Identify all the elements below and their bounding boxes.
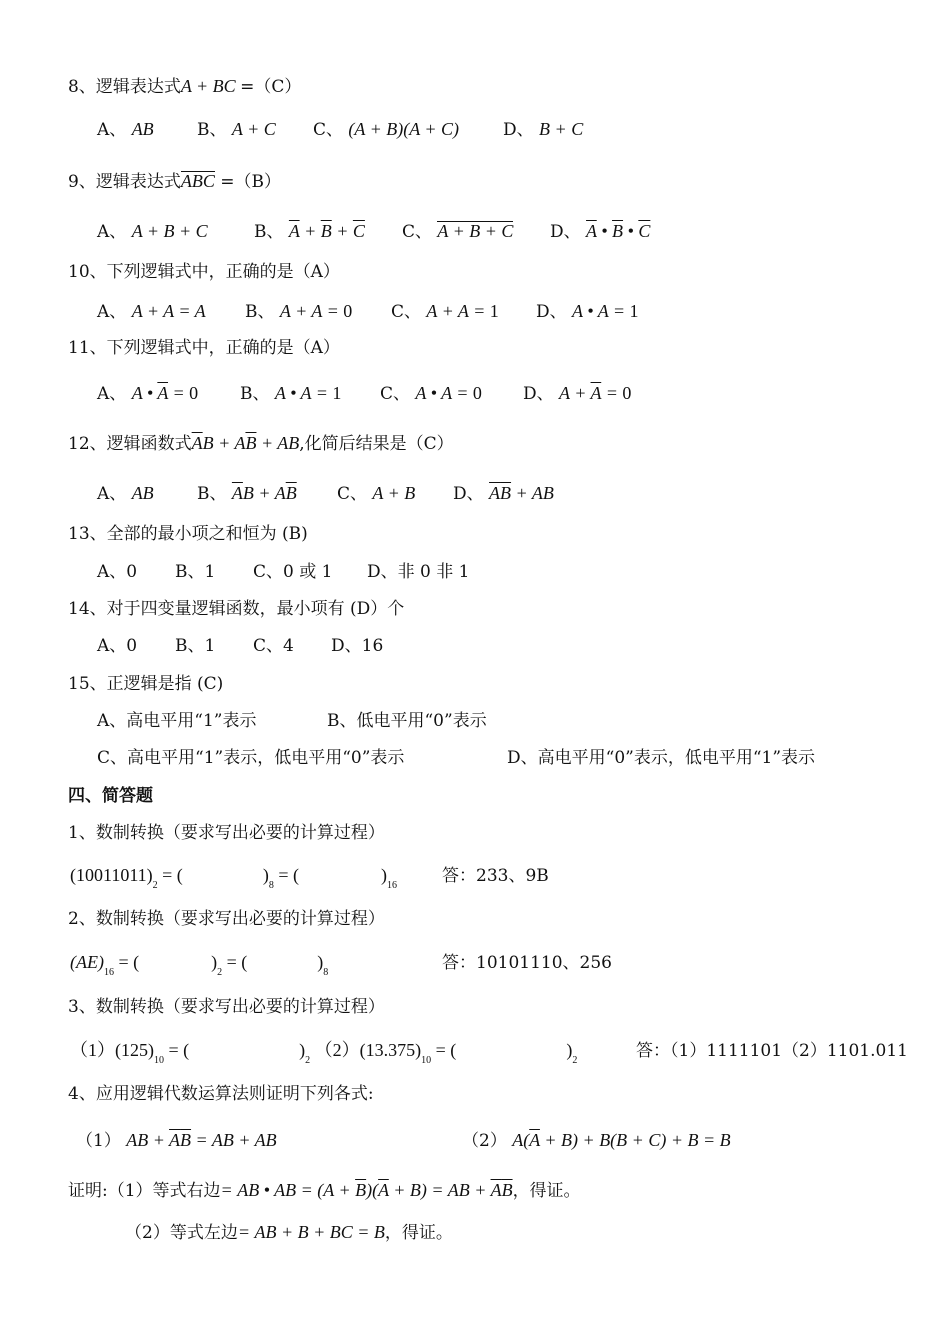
q8-stem: 8、逻辑表达式A + BC =（C） — [68, 76, 302, 97]
q12-option-c: C、 A + B — [337, 483, 416, 504]
q8-option-a: A、 AB — [97, 119, 154, 140]
s3-expr: $(1)(125)_{10}$ = ( )$_2$ $(2)(13.375)_{10}$ = ( )$_2$ 答：（1）1111101（2）1101.011 — [70, 1040, 908, 1066]
q9-option-a: A、 A + B + C — [97, 221, 208, 242]
q9-stem: 9、逻辑表达式ABC =（B） — [68, 171, 281, 192]
s4-item-2: （2） $A(\overline{A} + B) + B(B + C) + B = B$ — [462, 1130, 731, 1151]
q13-option-d: D、非 0 非 1 — [367, 562, 470, 582]
s3-stem: 3、数制转换（要求写出必要的计算过程） — [68, 997, 385, 1017]
q12-options — [97, 482, 554, 505]
q15-option-b: B、低电平用“0”表示 — [327, 711, 487, 731]
q14-stem: 14、对于四变量逻辑函数，最小项有 (D）个 — [68, 599, 405, 619]
q8-option-d: D、 B + C — [503, 119, 584, 140]
s4-stem: 4、应用逻辑代数运算法则证明下列各式: — [68, 1084, 374, 1104]
q11-option-a: A、 A • $\overline{A} = 0$ — [97, 383, 199, 404]
s2-answer: 答：10101110、256 — [442, 953, 612, 973]
s2-stem: 2、数制转换（要求写出必要的计算过程） — [68, 909, 385, 929]
section-heading: 四、简答题 — [68, 786, 153, 806]
q12-option-b: B、 $\overline{A}B + A\overline{B}$ — [197, 483, 297, 504]
s2-expr: $(AE)_{16}$ = ( )$_2$ = ( )$_8$ 答：10101110、256 — [70, 952, 612, 978]
q11-stem: 11、下列逻辑式中，正确的是（A） — [68, 338, 340, 358]
q9-expr: ABC — [180, 171, 215, 191]
q15-option-d: D、高电平用“0”表示，低电平用“1”表示 — [507, 748, 816, 768]
q15-options-cd — [97, 747, 815, 769]
q10-option-b: B、 A + A = 0 — [245, 301, 353, 322]
q13-stem: 13、全部的最小项之和恒为 (B) — [68, 524, 308, 544]
q14-option-d: D、16 — [331, 636, 384, 656]
q8-expr: A + BC — [180, 76, 241, 96]
q10-option-d: D、 A • A = 1 — [536, 301, 639, 322]
q11-option-d: D、 $A + \overline{A} = 0$ — [523, 383, 632, 404]
q15-options-ab — [97, 710, 487, 732]
q14-option-a: A、0 — [97, 636, 138, 656]
q12-expr: $\overline{A}B + A\overline{B}$ + AB — [191, 433, 300, 453]
q14-option-c: C、4 — [253, 636, 294, 656]
q8-option-b: B、 A + C — [197, 119, 276, 140]
s3-answer: 答：（1）1111101（2）1101.011 — [636, 1041, 908, 1061]
s1-answer: 答：233、9B — [442, 866, 549, 886]
s4-items — [76, 1129, 731, 1152]
q13-option-b: B、1 — [175, 562, 216, 582]
s1-stem: 1、数制转换（要求写出必要的计算过程） — [68, 823, 385, 843]
q14-options — [97, 635, 383, 657]
q11-options — [97, 382, 631, 405]
q10-options — [97, 300, 639, 323]
q9-option-b: B、 $\overline{A} + \overline{B} + \overline{C}$ — [254, 221, 365, 242]
q11-option-c: C、 A • A = 0 — [380, 383, 482, 404]
q13-option-c: C、0 或 1 — [253, 562, 333, 582]
q9-options — [97, 220, 650, 243]
q10-option-c: C、 A + A = 1 — [391, 301, 499, 322]
q13-options — [97, 561, 469, 583]
q11-option-b: B、 A • A = 1 — [240, 383, 342, 404]
s1-expr: $(10011011)_2$ = ( )$_8$ = ( )$_{16}$ 答：233、9B — [70, 865, 549, 891]
q12-option-a: A、 AB — [97, 483, 154, 504]
proof-line-2: （2）等式左边= AB + B + BC = B，得证。 — [125, 1222, 453, 1243]
q9-option-c: C、 A + B + C — [402, 221, 514, 242]
q10-stem: 10、下列逻辑式中，正确的是（A） — [68, 262, 340, 282]
q14-option-b: B、1 — [175, 636, 216, 656]
q12-option-d: D、 $\overline{A}\overline{B}$ + AB — [453, 483, 554, 504]
q15-option-a: A、高电平用“1”表示 — [97, 711, 257, 731]
s4-item-1: （1） AB + $\overline{A}\overline{B}$ = AB + AB — [76, 1130, 277, 1151]
q15-stem: 15、正逻辑是指 (C) — [68, 674, 224, 694]
q8-options — [97, 118, 583, 141]
q13-option-a: A、0 — [97, 562, 138, 582]
q12-stem: 12、逻辑函数式$\overline{A}B + A\overline{B}$ + AB,化简后结果是（C） — [68, 433, 454, 454]
proof-line-1: 证明:（1）等式右边= AB • AB = $(A + \overline{B})(\overline{A} + B)$ = AB + $\overline{A}\overline{B}$，得证。 — [68, 1180, 581, 1201]
q9-option-d: D、 $\overline{A}$ • $\overline{B}$ • $\overline{C}$ — [550, 221, 651, 242]
q10-option-a: A、 A + A = A — [97, 301, 206, 322]
q15-option-c: C、高电平用“1”表示，低电平用“0”表示 — [97, 748, 405, 768]
q8-option-c: C、 (A + B)(A + C) — [313, 119, 460, 140]
